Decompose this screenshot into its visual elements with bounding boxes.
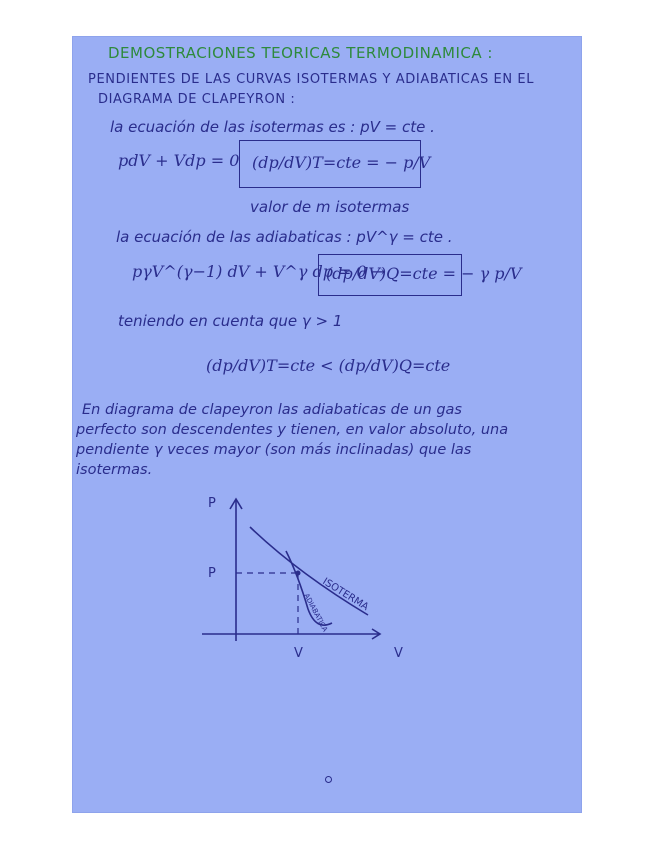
gamma-note: teniendo en cuenta que γ > 1 <box>118 312 343 330</box>
section-heading-line1: PENDIENTES DE LAS CURVAS ISOTERMAS Y ADIABATICAS EN EL <box>88 72 535 87</box>
conclusion-line: isotermas. <box>76 462 153 478</box>
conclusion-line: perfecto son descendentes y tienen, en valor absoluto, una <box>76 422 509 438</box>
adiabatic-intro: la ecuación de las adiabaticas : pV^γ = cte . <box>116 228 453 246</box>
adiabatic-result: (dp/dV)Q=cte = − γ p/V <box>326 264 522 283</box>
section-heading-line2: DIAGRAMA DE CLAPEYRON : <box>98 92 296 107</box>
paper-dot <box>325 776 332 783</box>
conclusion-line: pendiente γ veces mayor (son más inclinadas) que las <box>76 442 472 458</box>
adiabatic-differential: pγV^(γ−1) dV + V^γ dp = 0 → <box>132 262 386 281</box>
v-value-mark: V <box>294 646 303 661</box>
page-title: DEMOSTRACIONES TEORICAS TERMODINAMICA : <box>108 44 493 62</box>
clapeyron-diagram <box>72 491 582 701</box>
isotherm-result: (dp/dV)T=cte = − p/V <box>252 153 431 172</box>
p-axis-label: P <box>208 496 216 511</box>
isotherm-caption: valor de m isotermas <box>250 198 410 216</box>
adiabatic-label: ADIABATICA <box>302 592 330 634</box>
slope-comparison: (dp/dV)T=cte < (dp/dV)Q=cte <box>206 356 451 375</box>
intersection-point <box>296 571 301 576</box>
p-value-mark: P <box>208 566 216 581</box>
notebook-page <box>72 36 582 813</box>
isotherm-differential: pdV + Vdp = 0 <box>118 151 240 170</box>
isotherm-intro: la ecuación de las isotermas es : pV = cte . <box>110 118 435 136</box>
v-axis-label: V <box>394 646 403 661</box>
isotherm-label: ISOTERMA <box>320 576 371 614</box>
conclusion-line: En diagrama de clapeyron las adiabaticas de un gas <box>82 402 462 418</box>
